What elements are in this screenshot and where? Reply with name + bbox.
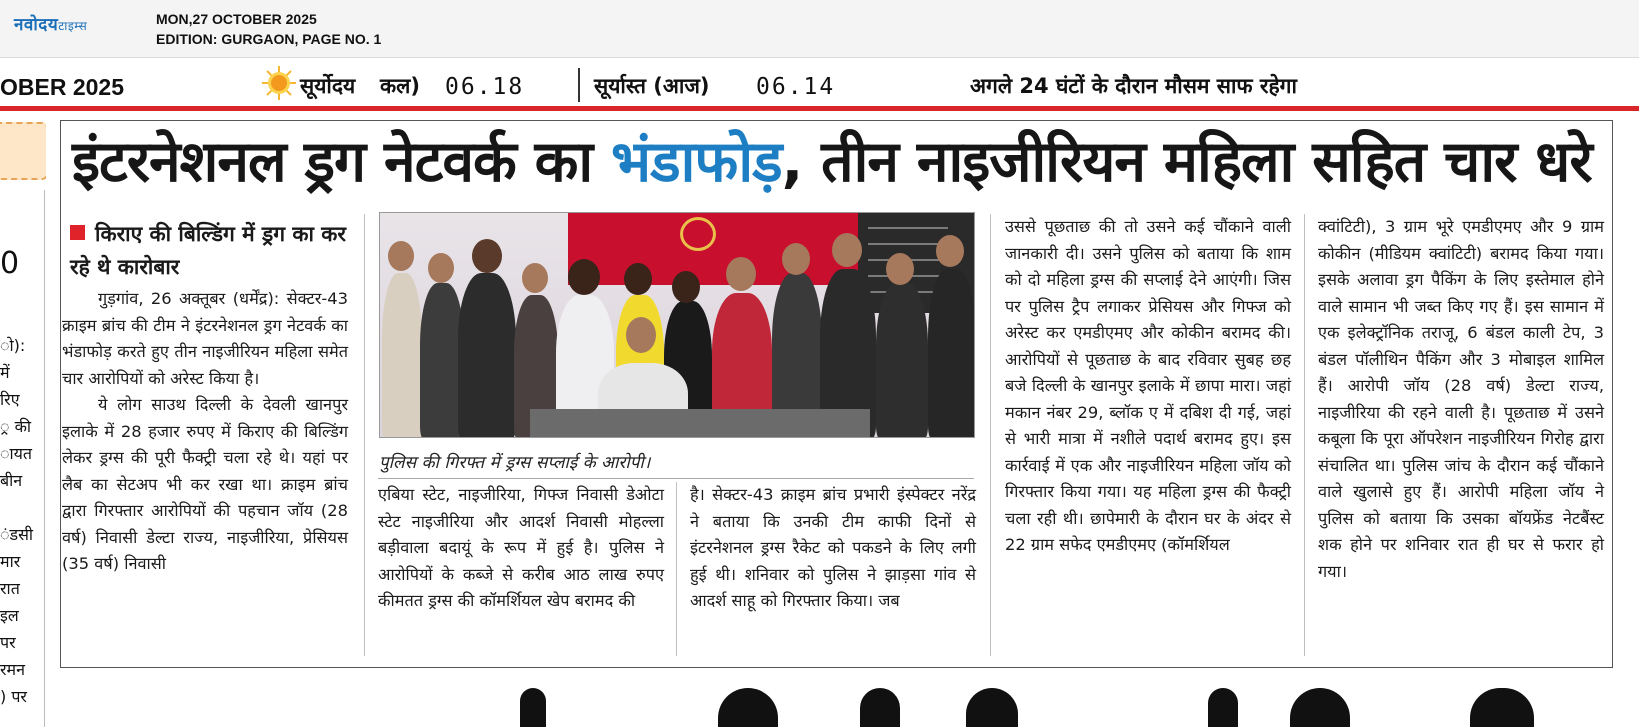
left-line: में [0, 363, 10, 382]
page-date-fragment: OBER 2025 [0, 74, 125, 100]
left-line: ंडसी [0, 525, 34, 544]
left-line: रमन [0, 660, 25, 679]
article-column-6 [1318, 214, 1604, 585]
article-column-3 [378, 482, 664, 615]
viewer-header [0, 0, 1639, 58]
left-line: बीन [0, 471, 23, 490]
article-paragraph: गुड़गांव, 26 अक्तूबर (धर्मेंद्र): सेक्टर-43 क्राइम ब्रांच की टीम ने इंटरनेशनल ड्रग नेटवर्क का भंडाफोड़ करते हुए तीन नाइजीरियन महिला समेत चार आरोपियों को अरेस्ट किया है। [62, 289, 348, 388]
left-line: रात [0, 579, 20, 598]
sunrise-time: 06.18 [445, 74, 525, 100]
headline-highlight: भंडाफोड़ [611, 129, 782, 195]
left-line: रिए [0, 390, 20, 409]
headline-part: इंटरनेशनल ड्रग नेटवर्क का [72, 129, 612, 195]
left-line: ायत [0, 444, 33, 463]
sunrise-label: सूर्योदय [300, 74, 356, 98]
left-line: ो): [0, 336, 26, 355]
column-rule [364, 214, 365, 656]
police-emblem-icon [680, 217, 716, 251]
edition-date: MON,27 OCTOBER 2025 [156, 11, 317, 27]
subhead-text: किराए की बिल्डिंग में ड्रग का कर रहे थे कारोबार [70, 222, 346, 279]
article-paragraph: है। सेक्टर-43 क्राइम ब्रांच प्रभारी इंस्पेक्टर नरेंद्र ने बताया कि उनकी टीम काफी दिनों से इंटरनेशनल ड्रग्स रैकेट को पकडने के लिए लगी हुई थी। शनिवार को पुलिस ने झाड़सा गांव से आदर्श साहू को गिरफ्तार किया। जब [690, 485, 976, 610]
article-photo[interactable] [379, 212, 975, 438]
next-headline-clipped [0, 688, 1639, 727]
red-rule [0, 106, 1639, 111]
article-paragraph: उससे पूछताछ की तो उसने कई चौंकाने वाली जानकारी दी। उसने पुलिस को बताया कि शाम को दो महिला ड्रग्स की सप्लाई देने आएंगी। जिस पर पुलिस ट्रैप लगाकर प्रेसियस और गिफ्ज को अरेस्ट कर एमडीएमए और कोकीन बरामद की। आरोपियों से पूछताछ के बाद रविवार सुबह छह बजे दिल्ली के खानपुर इलाके में छापा मारा। जहां मकान नंबर 29, ब्लॉक ए में दबिश दी गई, जहां से भारी मात्रा में नशीले पदार्थ बरामद हुए। इस कार्रवाई में एक और नाइजीरियन महिला जॉय को गिरफ्तार किया गया। यह महिला ड्रग्स की फैक्ट्री चला रही थी। छापेमारी के दौरान घर के अंदर से 22 ग्राम सफेद एमडीएमए (कॉमर्शियल [1005, 217, 1291, 554]
left-info-box [0, 122, 46, 180]
logo-sub-text: टाइम्स [58, 19, 88, 33]
article-paragraph: एबिया स्टेट, नाइजीरिया, गिफ्ज निवासी डेओटा स्टेट नाइजीरिया और आदर्श निवासी मोहल्ला बड़ीवाला बदायूं के रूप में हुई है। पुलिस ने आरोपियों के कब्जे से करीब आठ लाख रुपए कीमतत ड्रग्स की कॉमर्शियल खेप बरामद की [378, 485, 664, 610]
photo-caption: पुलिस की गिरफ्त में ड्रग्स सप्लाई के आरोपी। [379, 453, 651, 473]
column-rule [676, 482, 677, 656]
edition-info [156, 9, 381, 49]
column-rule [1304, 214, 1305, 656]
left-line: इल [0, 606, 19, 625]
sunset-label: सूर्यास्त (आज) [594, 74, 710, 98]
weather-forecast: अगले 24 घंटों के दौरान मौसम साफ रहेगा [970, 74, 1297, 98]
adjacent-article-clipped [0, 118, 46, 727]
article-column-1 [62, 286, 348, 578]
article-subhead [70, 218, 370, 284]
article-column-4 [690, 482, 976, 615]
headline-part: , तीन नाइजीरियन महिला सहित चार धरे [781, 129, 1592, 195]
column-rule [990, 214, 991, 656]
sunset-time: 06.14 [756, 74, 836, 100]
sunrise-when: कल) [380, 74, 420, 98]
left-line: पर [0, 633, 16, 652]
edition-page: EDITION: GURGAON, PAGE NO. 1 [156, 31, 382, 47]
photo-desk [530, 409, 870, 438]
sun-icon [262, 66, 296, 100]
left-line: ) पर [0, 687, 27, 706]
column-divider [44, 190, 45, 727]
caption-rule [378, 478, 974, 479]
page-header-strip [0, 60, 1639, 106]
article-paragraph: ये लोग साउथ दिल्ली के देवली खानपुर इलाके में 28 हजार रुपए में किराए की बिल्डिंग लेकर ड्रग्स की पूरी फैक्ट्री चला रहे थे। यहां पर लैब का सेटअप भी कर रखा था। क्राइम ब्रांच द्वारा गिरफ्तार आरोपियों की पहचान जॉय (28 वर्ष) निवासी डेल्टा राज्य, नाइजीरिया, प्रेसियस (35 वर्ष) निवासी [62, 395, 348, 573]
logo-main-text: नवोदय [14, 15, 59, 35]
article-column-5 [1005, 214, 1291, 559]
strip-divider [578, 68, 580, 102]
left-big-number: 0 [0, 246, 20, 281]
left-line: मार [0, 552, 21, 571]
article-paragraph: क्वांटिटी), 3 ग्राम भूरे एमडीएमए और 9 ग्राम कोकीन (मीडियम क्वांटिटी) बरामद किया गया। इसके अलावा ड्रग पैकिंग के लिए इस्तेमाल होने वाले सामान भी जब्त किए गए हैं। इस सामान में एक इलेक्ट्रॉनिक तराजू, 6 बंडल काली टेप, 3 बंडल पॉलीथिन पैकिंग और 3 मोबाइल शामिल हैं। आरोपी जॉय (28 वर्ष) डेल्टा राज्य, नाइजीरिया की रहने वाली है। पूछताछ में उसने कबूला कि पूरा ऑपरेशन नाइजीरियन गिरोह द्वारा संचालित था। पुलिस जांच के दौरान कई चौंकाने वाले खुलासे हुए हैं। आरोपी महिला जॉय ने पुलिस को बताया कि उसका बॉयफ्रेंड नेटबैंस्ट शक होने पर शनिवार रात ही घर से फरार हो गया। [1318, 217, 1604, 581]
bullet-square-icon [70, 225, 85, 240]
article-headline [72, 127, 1607, 197]
left-line: ्र की [0, 417, 32, 436]
newspaper-logo[interactable] [14, 12, 87, 35]
